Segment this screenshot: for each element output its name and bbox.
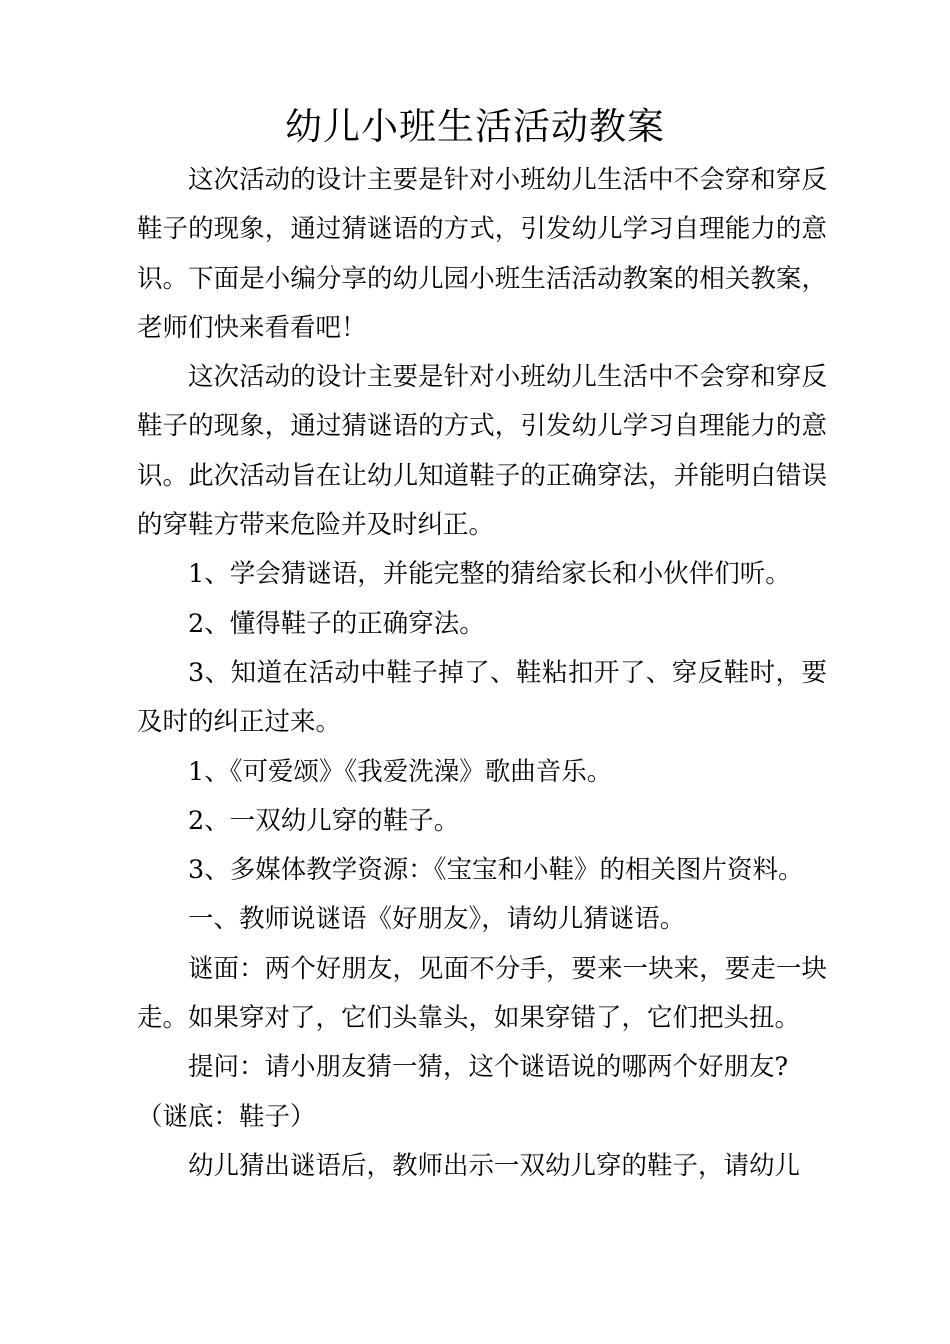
goal-item-3: 3、知道在活动中鞋子掉了、鞋粘扣开了、穿反鞋时，要及时的纠正过来。 — [137, 657, 827, 738]
page-title: 幼儿小班生活活动教案 — [285, 105, 665, 148]
riddle-answer: （谜底：鞋子） — [137, 1101, 316, 1132]
riddle-text: 谜面：两个好朋友，见面不分手，要来一块来，要走一块走。如果穿对了，它们头靠头，如果穿错了，它们把头扭。 — [137, 953, 827, 1034]
paragraph-continue: 幼儿猜出谜语后，教师出示一双幼儿穿的鞋子，请幼儿 — [188, 1150, 801, 1181]
paragraph-design: 这次活动的设计主要是针对小班幼儿生活中不会穿和穿反鞋子的现象，通过猜谜语的方式，引发幼儿学习自理能力的意识。此次活动旨在让幼儿知道鞋子的正确穿法，并能明白错误的穿鞋方带来危险并及时纠正。 — [137, 362, 827, 541]
riddle-question: 提问：请小朋友猜一猜，这个谜语说的哪两个好朋友? — [188, 1052, 789, 1083]
process-step-1: 一、教师说谜语《好朋友》，请幼儿猜谜语。 — [188, 904, 686, 935]
document-body — [137, 156, 827, 1191]
material-item-3: 3、多媒体教学资源：《宝宝和小鞋》的相关图片资料。 — [188, 855, 804, 886]
goal-item-2: 2、懂得鞋子的正确穿法。 — [188, 608, 485, 639]
material-item-2: 2、一双幼儿穿的鞋子。 — [188, 805, 460, 836]
goal-item-1: 1、学会猜谜语，并能完整的猜给家长和小伙伴们听。 — [188, 559, 791, 590]
material-item-1: 1、《可爱颂》《我爱洗澡》歌曲音乐。 — [188, 756, 613, 787]
paragraph-intro: 这次活动的设计主要是针对小班幼儿生活中不会穿和穿反鞋子的现象，通过猜谜语的方式，引发幼儿学习自理能力的意识。下面是小编分享的幼儿园小班生活活动教案的相关教案，老师们快来看看吧！ — [137, 165, 827, 343]
